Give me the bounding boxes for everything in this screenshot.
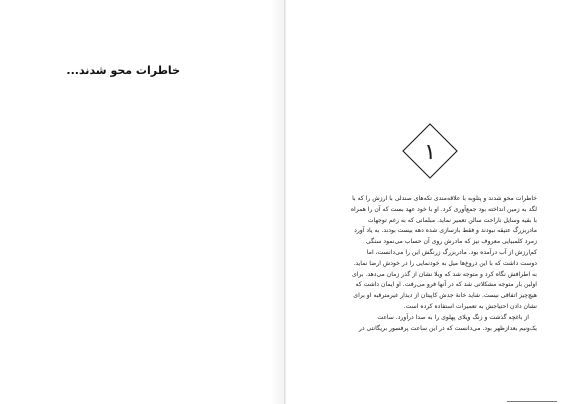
body-text [323, 194, 537, 334]
text-line: با بقیه وسایل ناراحت سالن تعمیر نماید. مبلمانی که به رغم توجهات [367, 216, 537, 224]
text-line: نشان دادن احتیاجش به تعمیرات استفاده کرده است. [403, 302, 537, 310]
footer-rule [507, 401, 557, 402]
text-line: هیچ‌چیز اتفاقی نیست. شاید خانهٔ جدش کاپیتان از دیدار غیرمترقبه او برای [353, 292, 537, 300]
fold-shadow [270, 0, 284, 404]
text-line: به اطرافش نگاه کرد و متوجه شد که ویلا نشان از گذر زمان می‌دهد. برای [351, 270, 537, 278]
chapter-number-diamond [401, 122, 459, 180]
text-line: یک‌ونیم بعدازظهر بود. می‌دانست که در این ساعت پرفسور بریگانتی در [358, 324, 537, 332]
text-line: دوست داشت که با این دروغ‌ها میل به خودنمایی را در خودش ارضا نماید. [353, 259, 537, 267]
chapter-title: خاطرات محو شدند... [66, 64, 180, 77]
text-line: خاطرات محو شدند و پتلوبه با علاقه‌مندی تکه‌های صندلی با ارزش را که با [352, 195, 537, 202]
chapter-number: ۱ [424, 140, 436, 165]
text-line: از باغچه گذشت و زنگ ویلای پهلوی را به صدا درآورد. ساعت [377, 313, 529, 321]
text-line: مادربزرگ عتیقه نبودند و فقط بازسازی شده دهه بیست بودند. به یاد آورد [354, 227, 537, 235]
text-line: کم‌ارزش از آب درآمده بود. مادربزرگ زرنگش این را می‌دانست، اما [366, 248, 537, 256]
text-line: لگد به زمین انداخته بود جمع‌آوری کرد. او با خود عهد بست که آن را همراه [350, 205, 537, 213]
text-line: زمرد کلمبیایی معروف نیز که مادرش روی آن حساب می‌نمود سنگی [366, 238, 537, 246]
text-line: اولین بار متوجه مشکلاتی شد که در آنها فرو می‌رفت. او ایمان داشت که [355, 281, 537, 289]
